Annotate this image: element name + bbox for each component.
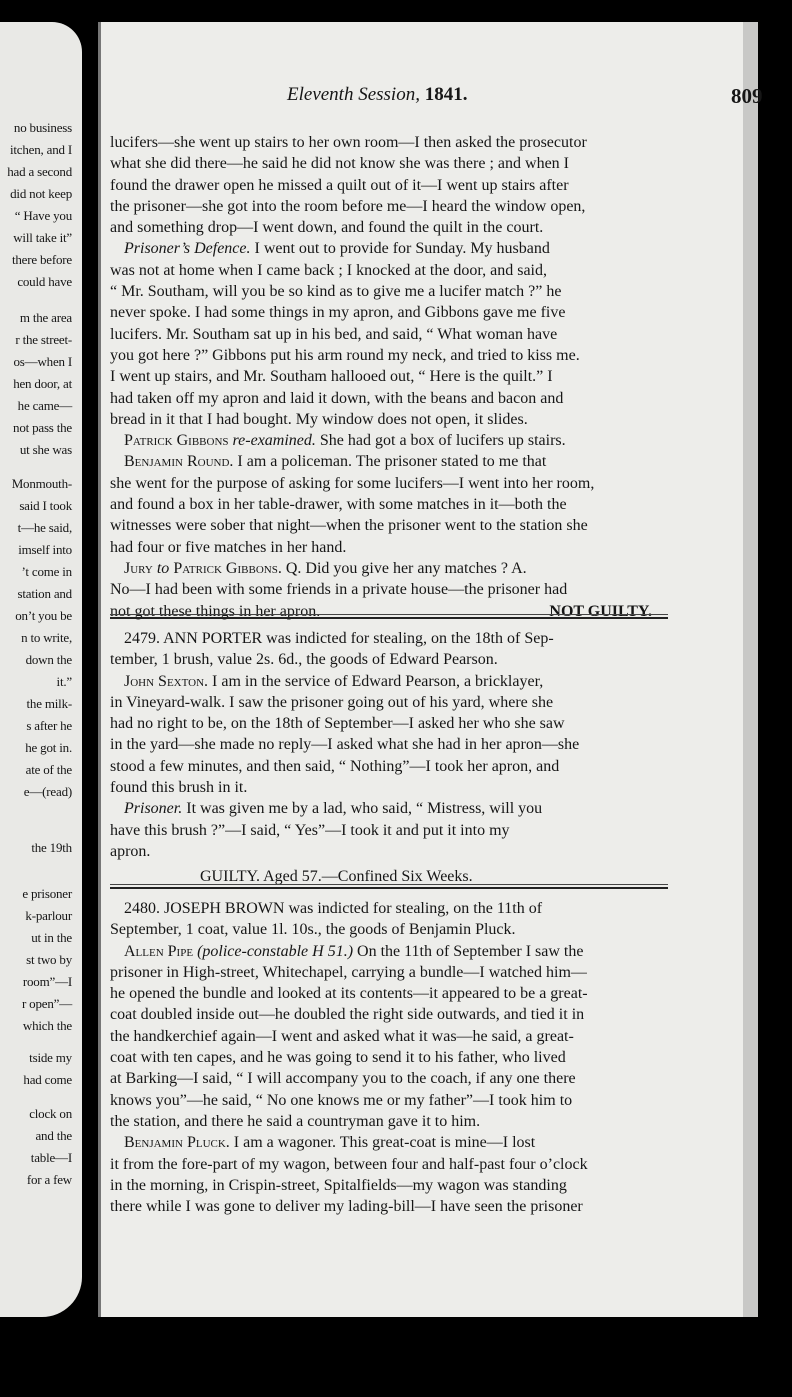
text-span: Q. Did you give her any matches ? A.: [281, 559, 527, 577]
facing-page-text-fragment: down the: [25, 652, 72, 667]
text-line: prisoner in High-street, Whitechapel, carrying a bundle—I watched him—: [110, 963, 587, 981]
facing-page-text-fragment: s after he: [26, 718, 72, 733]
facing-page-text-fragment: had come: [23, 1072, 72, 1087]
case-number: 2480.: [124, 900, 160, 917]
facing-page-text-fragment: t—he said,: [17, 520, 72, 535]
text-line: had no right to be, on the 18th of September—I asked her who she saw: [110, 715, 565, 733]
text-line: coat with ten capes, and he was going to send it to his father, who lived: [110, 1049, 566, 1067]
jury-line: [110, 558, 670, 579]
text-line: lucifers—she went up stairs to her own room—I then asked the prosecutor: [110, 134, 587, 151]
text-line: in Vineyard-walk. I saw the prisoner going out of his yard, where she: [110, 693, 554, 711]
facing-page-text-fragment: not pass the: [13, 420, 72, 435]
text-line: it from the fore-part of my wagon, between four and half-past four o’clock: [110, 1155, 588, 1173]
trial-section-3: [110, 898, 670, 1217]
text-line: knows you”—he said, “ No one knows me or my father”—I took him to: [110, 1091, 573, 1109]
text-line: the handkerchief again—I went and asked what it was—he said, a great-: [110, 1027, 574, 1045]
speaker-label: Patrick Gibbons: [124, 432, 229, 450]
facing-page-text-fragment: he got in.: [25, 740, 72, 755]
case-number: 2479.: [124, 630, 160, 647]
facing-page-text-fragment: os—when I: [13, 354, 72, 369]
facing-page-text-fragment: room”—I: [22, 974, 72, 989]
witness-line: [110, 671, 670, 692]
facing-page-text-fragment: st two by: [26, 952, 72, 967]
facing-page-text-fragment: on’t you be: [15, 608, 72, 623]
page-number: 809: [731, 84, 763, 108]
facing-page-text-fragment: “ Have you: [14, 208, 72, 223]
facing-page-text-fragment: the milk-: [26, 696, 72, 711]
speaker-label: Prisoner’s Defence.: [124, 240, 251, 258]
facing-page-text-fragment: had a second: [7, 164, 72, 179]
witness-line: [110, 941, 670, 962]
text-line: No—I had been with some friends in a private house—the prisoner had: [110, 581, 568, 599]
section-divider: [110, 884, 668, 889]
text-line: found this brush in it.: [110, 779, 248, 797]
facing-page-text-fragment: did not keep: [10, 186, 72, 201]
facing-page-text-fragment: tside my: [29, 1050, 72, 1065]
facing-page-text-fragment: e—(read): [23, 784, 72, 799]
text-line: I went up stairs, and Mr. Southam hallooed out, “ Here is the quilt.” I: [110, 368, 553, 386]
text-line: she went for the purpose of asking for some lucifers—I went into her room,: [110, 474, 595, 492]
prisoner-line: [110, 798, 670, 819]
trial-section-2: [110, 628, 670, 888]
text-line: had four or five matches in her hand.: [110, 538, 347, 556]
speaker-label: Jury: [124, 559, 153, 577]
text-span: I am in the service of Edward Pearson, a bricklayer,: [208, 672, 544, 690]
text-line: he opened the bundle and looked at its contents—it appeared to be a great-: [110, 985, 588, 1003]
text-line: “ Mr. Southam, will you be so kind as to give me a lucifer match ?” he: [110, 283, 562, 301]
facing-page-text-fragment: could have: [17, 274, 72, 289]
facing-page-text-fragment: imself into: [18, 542, 72, 557]
facing-page-text-fragment: n to write,: [21, 630, 72, 645]
facing-page-text-fragment: ut in the: [31, 930, 72, 945]
facing-page-text-fragment: no business: [13, 120, 72, 135]
text-span: ANN PORTER was indicted for stealing, on the 18th of Sep-: [160, 630, 554, 647]
facing-page-text-fragment: will take it”: [13, 230, 72, 245]
text-span: She had got a box of lucifers up stairs.: [315, 432, 566, 450]
text-line: bread in it that I had bought. My window does not open, it slides.: [110, 410, 528, 428]
facing-page-text-fragment: Monmouth-: [11, 476, 72, 491]
facing-page-text-fragment: for a few: [26, 1172, 72, 1187]
text-line: at Barking—I said, “ I will accompany you to the coach, if any one there: [110, 1070, 576, 1088]
text-line: and something drop—I went down, and found the quilt in the court.: [110, 219, 544, 237]
text-line: tember, 1 brush, value 2s. 6d., the goods of Edward Pearson.: [110, 651, 498, 669]
speaker-label: Benjamin Round.: [124, 453, 234, 471]
text-span: It was given me by a lad, who said, “ Mistress, will you: [182, 800, 543, 818]
facing-page-text-fragment: ’t come in: [21, 564, 72, 579]
running-header: [287, 84, 467, 106]
trial-section-1: [110, 132, 670, 622]
text-line: have this brush ?”—I said, “ Yes”—I took it and put it into my: [110, 821, 510, 839]
verdict: GUILTY. Aged 57.—Confined Six Weeks.: [200, 868, 473, 886]
witness-role: (police-constable H 51.): [193, 942, 354, 960]
witness-line: [110, 1132, 670, 1153]
indictment-line: [110, 898, 670, 919]
text-line: in the morning, in Crispin-street, Spitalfields—my wagon was standing: [110, 1176, 567, 1194]
indictment-line: [110, 628, 670, 649]
text-line: found the drawer open he missed a quilt out of it—I went up stairs after: [110, 176, 569, 194]
facing-page-text-fragment: he came—: [17, 398, 72, 413]
defence-line: [110, 238, 670, 259]
text-span: I am a wagoner. This great-coat is mine—I lost: [229, 1134, 536, 1152]
session-title: Eleventh Session,: [287, 84, 420, 105]
jury-name: Patrick Gibbons.: [173, 559, 282, 577]
text-line: never spoke. I had some things in my apron, and Gibbons gave me five: [110, 304, 566, 322]
text-span: I am a policeman. The prisoner stated to me that: [233, 453, 547, 471]
text-line: what she did there—he said he did not know she was there ; and when I: [110, 155, 569, 173]
reexam-label: re-examined.: [232, 432, 316, 450]
text-line: lucifers. Mr. Southam sat up in his bed, and said, “ What woman have: [110, 325, 558, 343]
speaker-label: Allen Pipe: [124, 942, 194, 960]
facing-page-text-fragment: hen door, at: [13, 376, 72, 391]
text-span: On the 11th of September I saw the: [353, 942, 584, 960]
facing-page-text-fragment: e prisoner: [22, 886, 72, 901]
facing-page-text-fragment: itchen, and I: [9, 142, 72, 157]
facing-page-text-fragment: k-parlour: [25, 908, 72, 923]
facing-page-text-fragment: r open”—: [21, 996, 72, 1011]
text-line: witnesses were sober that night—when the prisoner went to the station she: [110, 517, 588, 535]
speaker-label: Prisoner.: [124, 800, 183, 818]
section-divider: [110, 614, 668, 619]
text-line: stood a few minutes, and then said, “ Nothing”—I took her apron, and: [110, 757, 560, 775]
facing-page-text-fragment: and the: [35, 1128, 72, 1143]
text-line: the prisoner—she got into the room before me—I heard the window open,: [110, 197, 586, 215]
speaker-label: John Sexton.: [124, 672, 209, 690]
text-line: September, 1 coat, value 1l. 10s., the goods of Benjamin Pluck.: [110, 921, 516, 939]
text-line: you got here ?” Gibbons put his arm round my neck, and tried to kiss me.: [110, 346, 580, 364]
facing-page-fragment: [0, 22, 82, 1317]
facing-page-text-fragment: there before: [11, 252, 72, 267]
facing-page-text-fragment: m the area: [19, 310, 72, 325]
facing-page-text-fragment: ut she was: [19, 442, 72, 457]
verdict: NOT GUILTY.: [549, 602, 652, 620]
facing-page-text-fragment: ate of the: [25, 762, 72, 777]
text-line: was not at home when I came back ; I knocked at the door, and said,: [110, 261, 547, 279]
text-line: had taken off my apron and laid it down, with the beans and bacon and: [110, 389, 564, 407]
jury-to: to: [156, 559, 170, 577]
text-span: not got these things in her apron.: [110, 602, 321, 620]
facing-page-text-fragment: table—I: [30, 1150, 72, 1165]
text-line: and found a box in her table-drawer, with some matches in it—both the: [110, 496, 567, 514]
facing-page-text-fragment: which the: [22, 1018, 72, 1033]
facing-page-text-fragment: clock on: [29, 1106, 72, 1121]
facing-page-text-fragment: it.”: [56, 674, 72, 689]
text-span: I went out to provide for Sunday. My husband: [250, 240, 550, 258]
witness-line: [110, 451, 670, 472]
text-line: the station, and there he said a countryman gave it to him.: [110, 1112, 481, 1130]
text-line: apron.: [110, 842, 151, 860]
reexam-line: [110, 430, 670, 451]
facing-page-text-fragment: station and: [17, 586, 72, 601]
facing-page-text-fragment: the 19th: [31, 840, 72, 855]
text-span: JOSEPH BROWN was indicted for stealing, on the 11th of: [160, 900, 543, 917]
text-line: coat doubled inside out—he doubled the right side outwards, and tied it in: [110, 1006, 585, 1024]
facing-page-text-fragment: r the street-: [15, 332, 72, 347]
text-line: there while I was gone to deliver my lading-bill—I have seen the prisoner: [110, 1198, 583, 1216]
speaker-label: Benjamin Pluck.: [124, 1134, 230, 1152]
session-year: 1841.: [424, 84, 468, 105]
text-line: in the yard—she made no reply—I asked what she had in her apron—she: [110, 736, 580, 754]
facing-page-text-fragment: said I took: [19, 498, 72, 513]
